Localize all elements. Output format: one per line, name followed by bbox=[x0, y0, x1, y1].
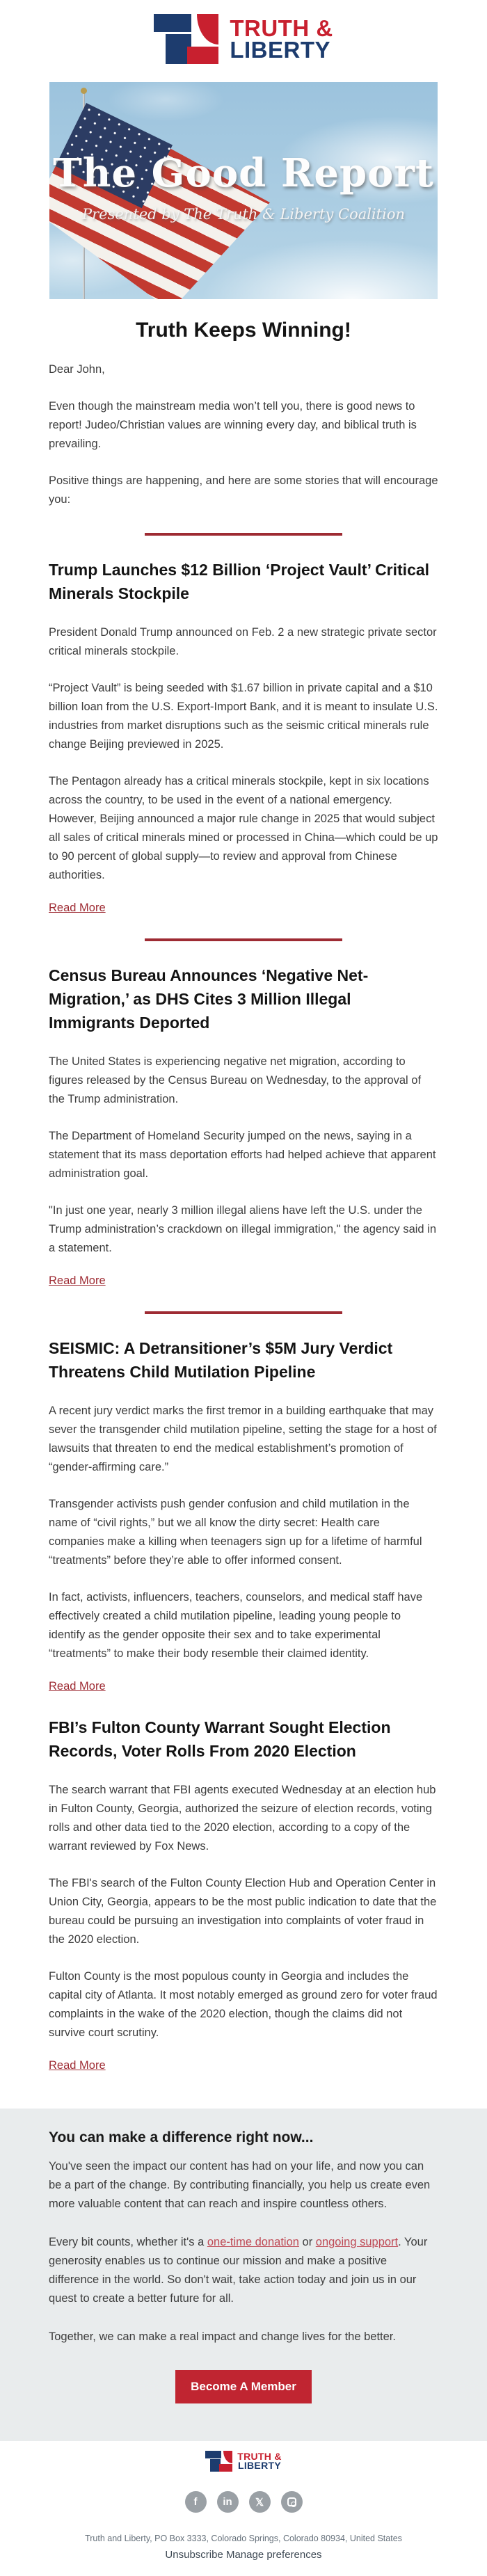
section-divider bbox=[145, 533, 342, 536]
article-paragraph: The Department of Homeland Security jumped on the news, saying in a statement that its mass deportation efforts had helped achieve that apparent administration goal. bbox=[49, 1130, 436, 1180]
intro-paragraph-1: Even though the mainstream media won’t tell you, there is good news to report! Judeo/Christian values are winning every day, and biblical truth is prevailing. bbox=[49, 400, 417, 450]
facebook-icon[interactable]: f bbox=[185, 2491, 207, 2513]
linkedin-icon[interactable]: in bbox=[217, 2491, 239, 2513]
cta-paragraph-2 bbox=[49, 2233, 438, 2308]
cta-text-segment: Every bit counts, whether it's a bbox=[49, 2236, 207, 2248]
article-seismic-verdict bbox=[49, 1336, 438, 1693]
footer-logo-line1: TRUTH & bbox=[237, 2450, 282, 2462]
cta-paragraph-1: You've seen the impact our content has had on your life, and now you can be a part of the change. By contributing financially, you help us create even more valuable content that can reach and inspire countless others. bbox=[49, 2160, 431, 2210]
article-title: FBI’s Fulton County Warrant Sought Election Records, Voter Rolls From 2020 Election bbox=[49, 1718, 391, 1760]
article-paragraph: The FBI's search of the Fulton County Election Hub and Operation Center in Union City, Georgia, appears to be the most public indication to date that the bureau could be pursuing an investigation into complaints of voter fraud in the 2020 election. bbox=[49, 1877, 437, 1946]
truth-liberty-logo bbox=[154, 14, 333, 64]
main-heading: Truth Keeps Winning! bbox=[136, 319, 351, 342]
footer-truth-liberty-logo bbox=[205, 2451, 282, 2472]
section-divider bbox=[145, 1311, 342, 1314]
article-paragraph: The Pentagon already has a critical minerals stockpile, kept in six locations across the country, to be used in the event of a national emergency. However, Beijing announced a major rule change in 2025 that would subject all sales of critical minerals mined or processed in China—which could be up to 90 percent of global supply—to review and approval from Chinese authorities. bbox=[49, 775, 438, 881]
article-paragraph: “Project Vault” is being seeded with $1.67 billion in private capital and a $10 billion loan from the U.S. Export-Import Bank, and it is meant to insulate U.S. industries from market disruptions such as the seismic critical minerals rule change Beijing previewed in 2025. bbox=[49, 682, 438, 751]
x-twitter-icon[interactable]: 𝕏 bbox=[249, 2491, 271, 2513]
read-more-link[interactable]: Read More bbox=[49, 902, 106, 914]
section-divider bbox=[145, 938, 342, 941]
footer-logo-line2: LIBERTY bbox=[237, 2460, 281, 2471]
footer-logo-wordmark bbox=[237, 2452, 282, 2471]
intro-paragraph-2: Positive things are happening, and here are some stories that will encourage you: bbox=[49, 474, 438, 506]
social-links bbox=[0, 2491, 487, 2513]
read-more-link[interactable]: Read More bbox=[49, 1274, 106, 1287]
greeting: Dear John, bbox=[49, 363, 105, 376]
hero-titles bbox=[49, 150, 438, 223]
read-more-link[interactable]: Read More bbox=[49, 1680, 106, 1693]
truth-liberty-logo-icon bbox=[154, 14, 220, 64]
footer-logo-icon bbox=[205, 2451, 233, 2472]
header bbox=[0, 0, 487, 64]
hero-subtitle: Presented by The Truth & Liberty Coalition bbox=[81, 206, 406, 223]
postal-address: Truth and Liberty, PO Box 3333, Colorado Springs, Colorado 80934, United States bbox=[85, 2534, 402, 2543]
instagram-icon[interactable] bbox=[281, 2491, 303, 2513]
manage-preferences-link[interactable]: Manage preferences bbox=[225, 2549, 322, 2561]
article-fbi-fulton-county bbox=[49, 1715, 438, 2072]
unsubscribe-link[interactable]: Unsubscribe bbox=[165, 2549, 223, 2561]
logo-wordmark bbox=[230, 17, 333, 61]
article-paragraph: The United States is experiencing negative net migration, according to figures released by the Census Bureau on Wednesday, to the approval of the Trump administration. bbox=[49, 1055, 422, 1105]
article-paragraph: A recent jury verdict marks the first tremor in a building earthquake that may sever the transgender child mutilation pipeline, setting the stage for a host of lawsuits that threaten to end the medical establishment’s promotion of “gender-affirming care.” bbox=[49, 1405, 437, 1473]
logo-line1: TRUTH & bbox=[230, 15, 333, 41]
cta-paragraph-3: Together, we can make a real impact and change lives for the better. bbox=[49, 2330, 396, 2343]
read-more-link[interactable]: Read More bbox=[49, 2059, 106, 2072]
flag-pole-finial bbox=[81, 88, 87, 94]
article-title: SEISMIC: A Detransitioner’s $5M Jury Verdict Threatens Child Mutilation Pipeline bbox=[49, 1339, 393, 1381]
article-paragraph: The search warrant that FBI agents executed Wednesday at an election hub in Fulton County, Georgia, authorized the seizure of election records, voting rolls and other data tied to the 2020 election, according to a copy of the warrant reviewed by Fox News. bbox=[49, 1784, 436, 1853]
article-project-vault bbox=[49, 558, 438, 915]
article-paragraph: In fact, activists, influencers, teachers, counselors, and medical staff have effectively created a child mutilation pipeline, leading young people to identify as the gender opposite their sex and to take experimental “treatments” to make their body resemble their claimed identity. bbox=[49, 1591, 423, 1660]
article-census-bureau bbox=[49, 963, 438, 1288]
cta-text-segment: or bbox=[298, 2236, 316, 2248]
email-body bbox=[49, 319, 438, 2072]
hero-title: The Good Report bbox=[53, 150, 434, 196]
hero-banner-image bbox=[49, 82, 438, 299]
article-paragraph: President Donald Trump announced on Feb. 2 a new strategic private sector critical minerals stockpile. bbox=[49, 626, 437, 657]
article-paragraph: Transgender activists push gender confusion and child mutilation in the name of “civil rights,” but we all know the dirty secret: Health care companies make a killing when teenagers sign up for a lifetime of harmful “treatments” before they’re able to offer informed consent. bbox=[49, 1498, 422, 1567]
become-a-member-button[interactable]: Become A Member bbox=[175, 2370, 312, 2403]
donation-cta-section bbox=[0, 2109, 487, 2441]
logo-line2: LIBERTY bbox=[230, 37, 331, 63]
article-paragraph: "In just one year, nearly 3 million illegal aliens have left the U.S. under the Trump administration’s crackdown on illegal immigration," the agency said in a statement. bbox=[49, 1204, 437, 1254]
footer bbox=[0, 2441, 487, 2576]
one-time-donation-link[interactable]: one-time donation bbox=[207, 2236, 299, 2248]
article-paragraph: Fulton County is the most populous county in Georgia and includes the capital city of Atlanta. It most notably emerged as ground zero for voter fraud complaints in the wake of the 2020 election, though the claims did not survive court scrutiny. bbox=[49, 1970, 438, 2039]
article-title: Trump Launches $12 Billion ‘Project Vault’ Critical Minerals Stockpile bbox=[49, 561, 430, 602]
cta-heading: You can make a difference right now... bbox=[49, 2129, 314, 2145]
article-title: Census Bureau Announces ‘Negative Net-Migration,’ as DHS Cites 3 Million Illegal Immigrants Deported bbox=[49, 966, 369, 1032]
email-preferences-row bbox=[0, 2549, 487, 2561]
cta-text-segment: . Your generosity enables us to continue our mission and make a positive difference in the world. So don't wait, take action today and join us in our quest to create a better future for all. bbox=[49, 2236, 428, 2305]
ongoing-support-link[interactable]: ongoing support bbox=[315, 2236, 399, 2248]
